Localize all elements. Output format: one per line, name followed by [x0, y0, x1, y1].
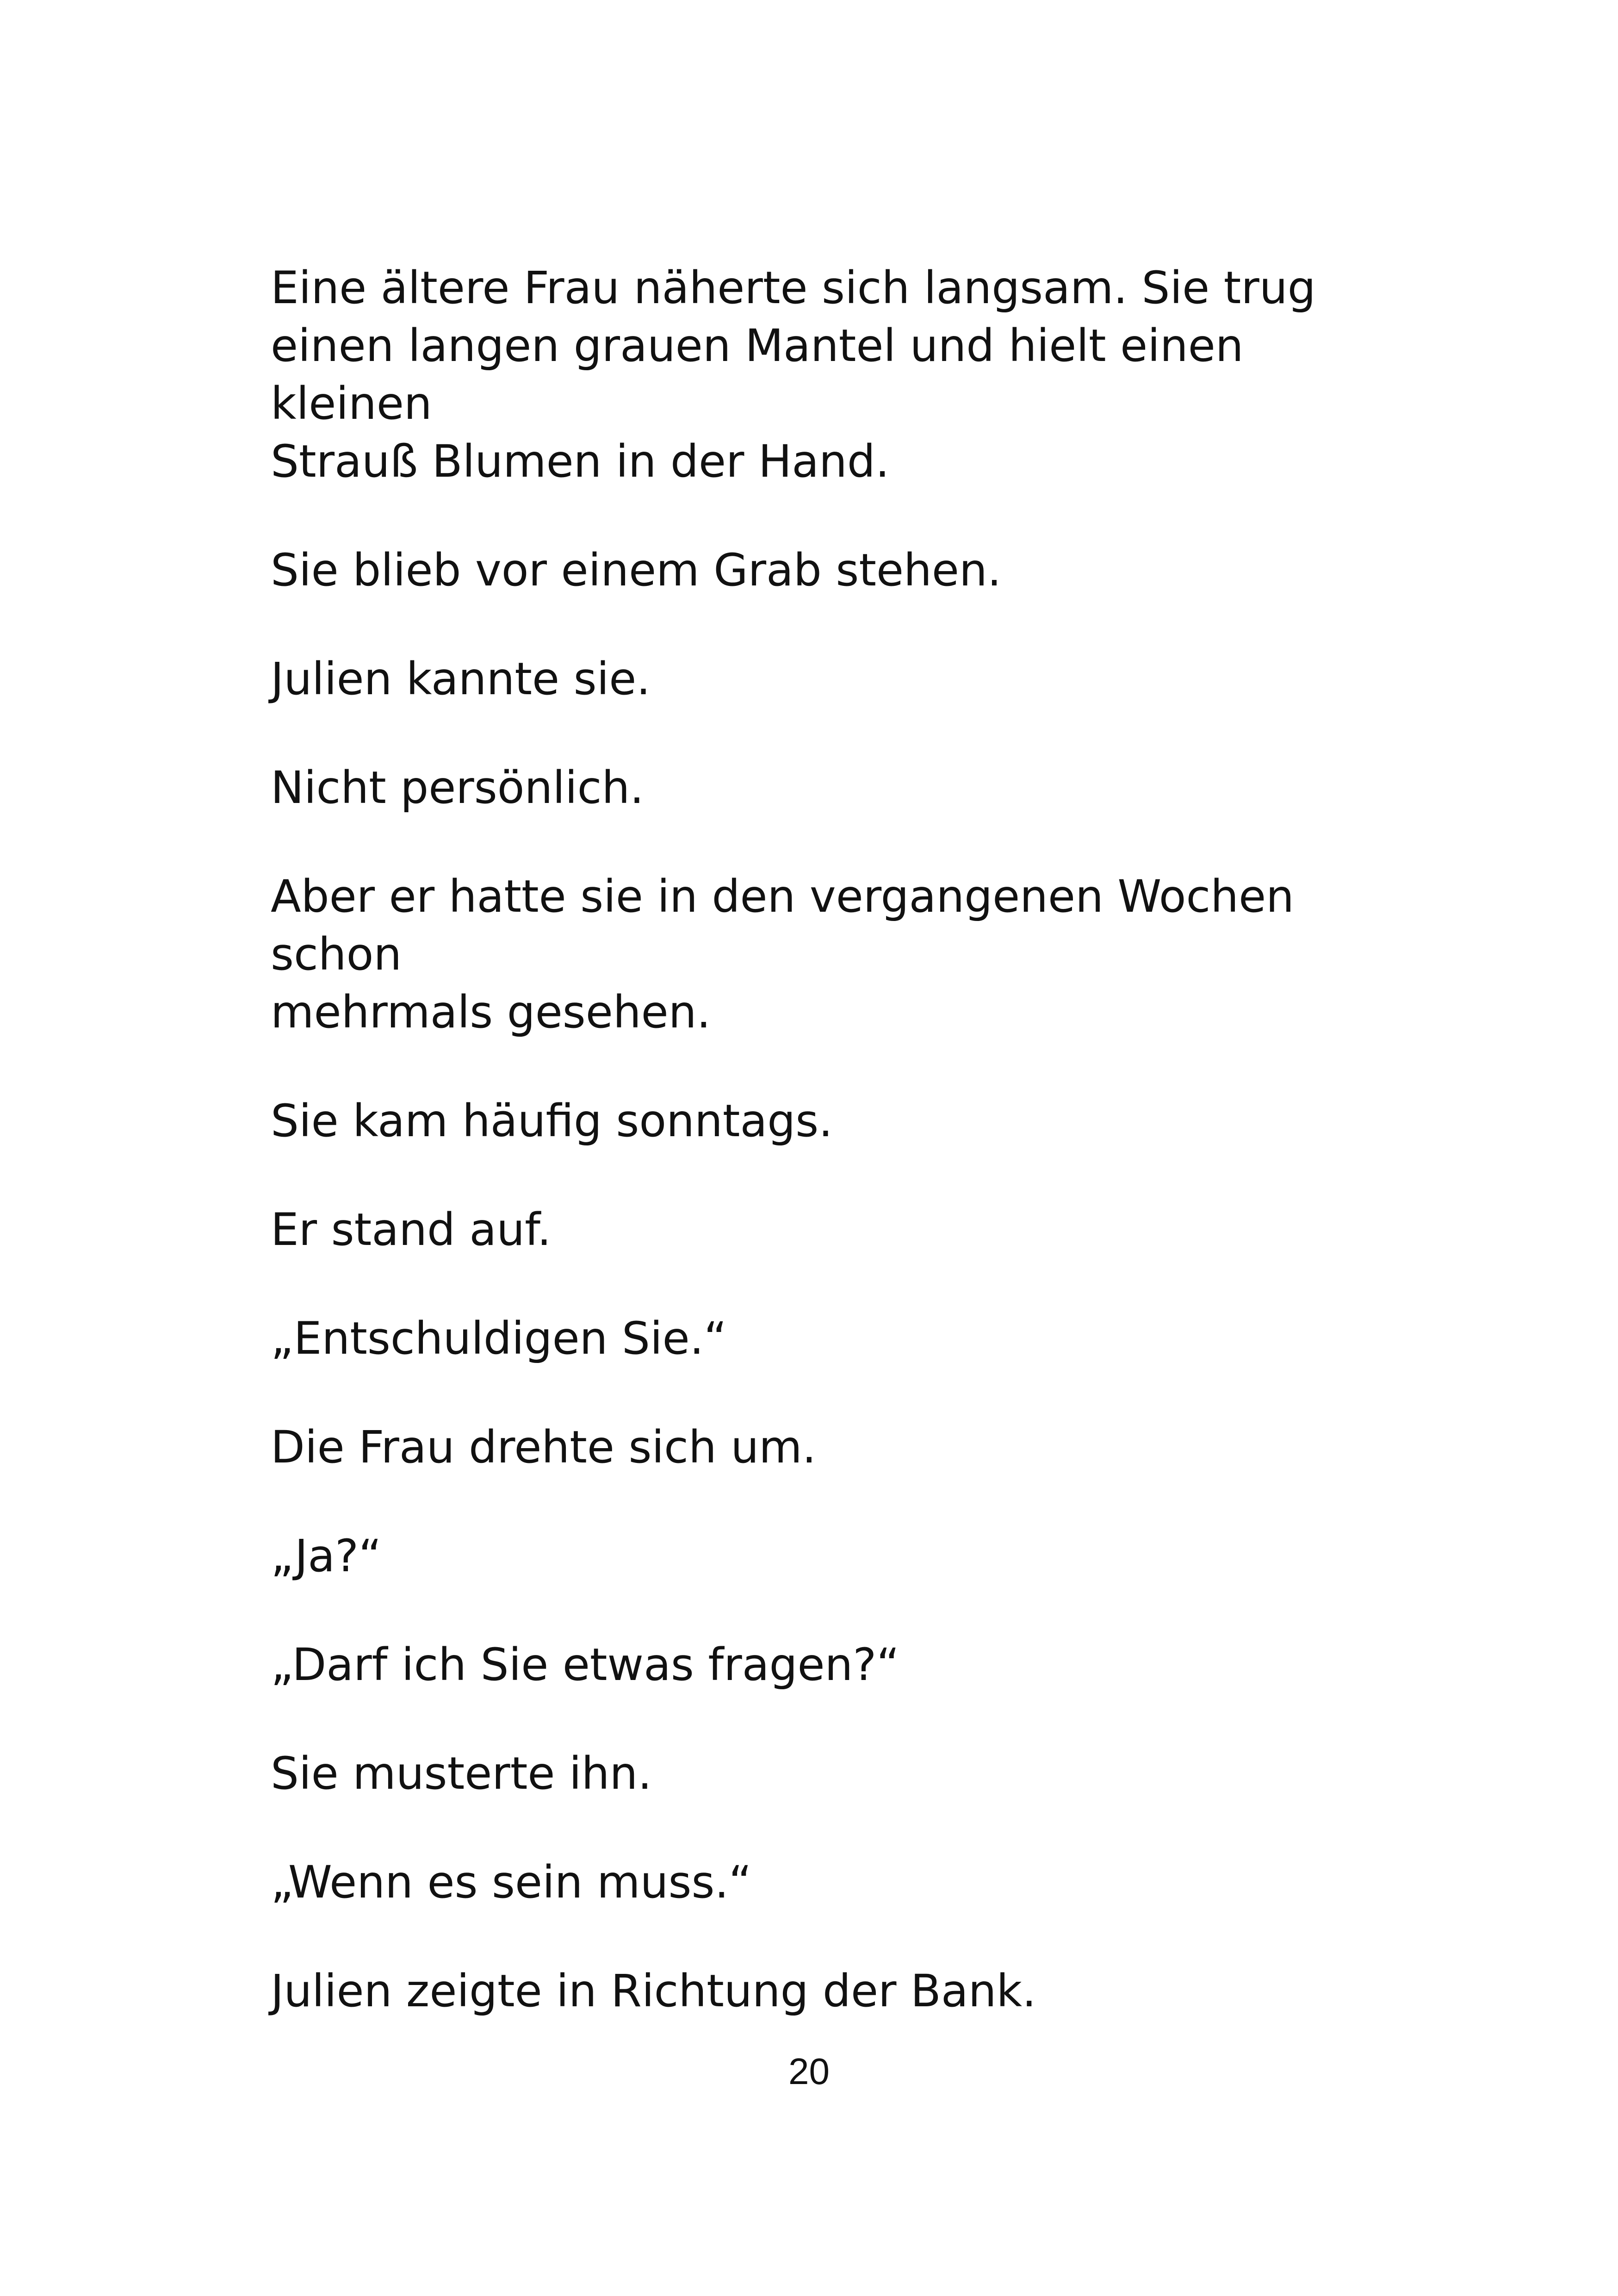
- paragraph: „Ja?“: [271, 1530, 382, 1582]
- paragraph: „Entschuldigen Sie.“: [271, 1313, 727, 1364]
- paragraph: Die Frau drehte sich um.: [271, 1421, 817, 1473]
- paragraph: Sie blieb vor einem Grab stehen.: [271, 544, 1002, 596]
- paragraph: Nicht persönlich.: [271, 762, 644, 814]
- body-text: [271, 259, 1381, 2071]
- paragraph: Julien kannte sie.: [271, 653, 651, 705]
- page-number: 20: [788, 2051, 830, 2092]
- paragraph: Eine ältere Frau näherte sich langsam. Sie trug einen langen grauen Mantel und hielt einen kleinen Strauß Blumen in der Hand.: [271, 262, 1316, 487]
- paragraph: Sie musterte ihn.: [271, 1748, 652, 1799]
- paragraph: Aber er hatte sie in den vergangenen Wochen schon mehrmals gesehen.: [271, 871, 1294, 1038]
- paragraph: „Wenn es sein muss.“: [271, 1856, 752, 1908]
- paragraph: Sie kam häufig sonntags.: [271, 1095, 833, 1147]
- paragraph: „Darf ich Sie etwas fragen?“: [271, 1639, 900, 1691]
- paragraph: Er stand auf.: [271, 1204, 552, 1256]
- paragraph: Julien zeigte in Richtung der Bank.: [271, 1965, 1036, 2017]
